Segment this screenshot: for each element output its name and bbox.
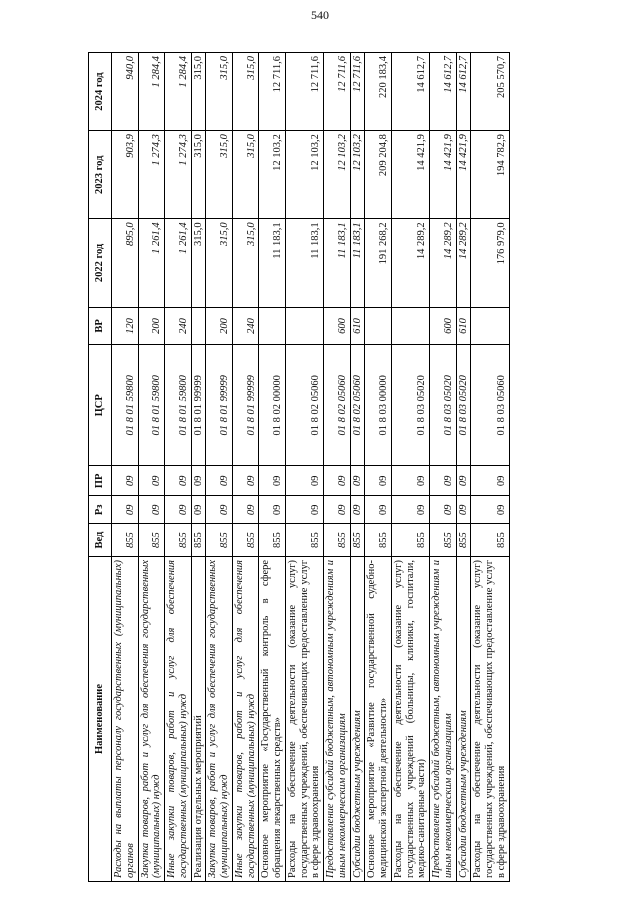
row-ved-cell: 855 (456, 524, 471, 557)
row-2022-cell: 11 183,1 (285, 219, 323, 307)
row-pr-cell: 09 (430, 466, 457, 496)
row-2022-cell: 14 289,2 (391, 219, 429, 307)
row-vr-cell (391, 307, 429, 345)
table-row (324, 53, 351, 882)
table-container (88, 52, 558, 882)
row-csr-cell: 01 8 03 05060 (471, 345, 509, 466)
row-2023-cell: 315,0 (206, 131, 233, 219)
row-2022-cell: 315,0 (191, 219, 206, 307)
row-2022-cell: 11 183,1 (259, 219, 286, 307)
row-pr-cell: 09 (365, 466, 392, 496)
row-rz-cell: 09 (232, 496, 259, 524)
row-2024-cell: 12 711,6 (285, 53, 323, 131)
row-vr-cell (191, 307, 206, 345)
row-pr-cell: 09 (324, 466, 351, 496)
row-ved-cell: 855 (138, 524, 165, 557)
row-2024-cell: 220 183,4 (365, 53, 392, 131)
row-name-cell: Предоставление субсидий бюджетным, автономным учреждениям и иным некоммерческим организациям (430, 556, 457, 881)
table-row (165, 53, 192, 882)
row-2024-cell: 14 612,7 (456, 53, 471, 131)
row-vr-cell: 200 (206, 307, 233, 345)
row-name-cell: Расходы на выплаты персоналу государственных (муниципальных) органов (112, 556, 139, 881)
row-2024-cell: 940,0 (112, 53, 139, 131)
row-2023-cell: 12 103,2 (350, 131, 365, 219)
row-csr-cell: 01 8 01 99999 (206, 345, 233, 466)
header-row (89, 53, 112, 882)
row-rz-cell: 09 (259, 496, 286, 524)
table-row (191, 53, 206, 882)
row-rz-cell: 09 (206, 496, 233, 524)
row-csr-cell: 01 8 02 05060 (350, 345, 365, 466)
row-rz-cell: 09 (430, 496, 457, 524)
row-vr-cell: 610 (456, 307, 471, 345)
table-row (350, 53, 365, 882)
row-2023-cell: 14 421,9 (430, 131, 457, 219)
row-ved-cell: 855 (112, 524, 139, 557)
row-name-cell: Реализация отдельных мероприятий (191, 556, 206, 881)
row-csr-cell: 01 8 01 59800 (165, 345, 192, 466)
row-vr-cell: 240 (232, 307, 259, 345)
row-name-cell: Предоставление субсидий бюджетным, автономным учреждениям и иным некоммерческим организациям (324, 556, 351, 881)
row-rz-cell: 09 (350, 496, 365, 524)
row-2023-cell: 14 421,9 (391, 131, 429, 219)
row-2023-cell: 14 421,9 (456, 131, 471, 219)
row-2022-cell: 1 261,4 (138, 219, 165, 307)
row-2022-cell: 14 289,2 (430, 219, 457, 307)
row-pr-cell: 09 (191, 466, 206, 496)
row-2024-cell: 12 711,6 (350, 53, 365, 131)
row-vr-cell: 610 (350, 307, 365, 345)
row-2022-cell: 11 183,1 (350, 219, 365, 307)
row-pr-cell: 09 (391, 466, 429, 496)
row-vr-cell (259, 307, 286, 345)
row-vr-cell: 600 (430, 307, 457, 345)
row-pr-cell: 09 (206, 466, 233, 496)
row-ved-cell: 855 (471, 524, 509, 557)
row-vr-cell (471, 307, 509, 345)
row-rz-cell: 09 (456, 496, 471, 524)
row-name-cell: Субсидии бюджетным учреждениям (350, 556, 365, 881)
row-2024-cell: 1 284,4 (165, 53, 192, 131)
row-2023-cell: 1 274,3 (138, 131, 165, 219)
row-name-cell: Субсидии бюджетным учреждениям (456, 556, 471, 881)
table-row (206, 53, 233, 882)
row-pr-cell: 09 (285, 466, 323, 496)
row-pr-cell: 09 (350, 466, 365, 496)
row-name-cell: Расходы на обеспечение деятельности (оказание услуг) государственных учреждений, обеспечивающих предоставление услуг в сфере здравоохранения (285, 556, 323, 881)
row-csr-cell: 01 8 01 99999 (191, 345, 206, 466)
header-rz: Рз (89, 496, 112, 524)
row-2023-cell: 209 204,8 (365, 131, 392, 219)
header-ved: Вед (89, 524, 112, 557)
row-rz-cell: 09 (324, 496, 351, 524)
row-name-cell: Иные закупки товаров, работ и услуг для обеспечения государственных (муниципальных) нужд (165, 556, 192, 881)
row-2022-cell: 14 289,2 (456, 219, 471, 307)
header-csr: ЦСР (89, 345, 112, 466)
row-name-cell: Основное мероприятие «Развитие государственной судебно-медицинской экспертной деятельности» (365, 556, 392, 881)
row-pr-cell: 09 (112, 466, 139, 496)
row-csr-cell: 01 8 03 05020 (456, 345, 471, 466)
row-name-cell: Закупка товаров, работ и услуг для обеспечения государственных (муниципальных) нужд (206, 556, 233, 881)
row-rz-cell: 09 (112, 496, 139, 524)
row-2023-cell: 1 274,3 (165, 131, 192, 219)
row-2024-cell: 315,0 (232, 53, 259, 131)
row-ved-cell: 855 (391, 524, 429, 557)
row-2024-cell: 205 570,7 (471, 53, 509, 131)
row-vr-cell (365, 307, 392, 345)
header-name: Наименование (89, 556, 112, 881)
row-pr-cell: 09 (165, 466, 192, 496)
table-row (138, 53, 165, 882)
row-pr-cell: 09 (138, 466, 165, 496)
table-body (112, 53, 510, 882)
rotated-table-frame (88, 52, 558, 882)
row-ved-cell: 855 (232, 524, 259, 557)
row-pr-cell: 09 (259, 466, 286, 496)
row-name-cell: Иные закупки товаров, работ и услуг для обеспечения государственных (муниципальных) нужд (232, 556, 259, 881)
row-2024-cell: 14 612,7 (391, 53, 429, 131)
row-2024-cell: 315,0 (191, 53, 206, 131)
row-csr-cell: 01 8 03 05020 (430, 345, 457, 466)
row-rz-cell: 09 (191, 496, 206, 524)
row-name-cell: Закупка товаров, работ и услуг для обеспечения государственных (муниципальных) нужд (138, 556, 165, 881)
row-ved-cell: 855 (350, 524, 365, 557)
row-pr-cell: 09 (471, 466, 509, 496)
row-2023-cell: 12 103,2 (259, 131, 286, 219)
row-2023-cell: 903,9 (112, 131, 139, 219)
table-row (391, 53, 429, 882)
row-ved-cell: 855 (206, 524, 233, 557)
row-vr-cell: 120 (112, 307, 139, 345)
row-ved-cell: 855 (324, 524, 351, 557)
row-2023-cell: 12 103,2 (324, 131, 351, 219)
row-vr-cell: 200 (138, 307, 165, 345)
row-2023-cell: 194 782,9 (471, 131, 509, 219)
row-ved-cell: 855 (430, 524, 457, 557)
header-2022: 2022 год (89, 219, 112, 307)
row-csr-cell: 01 8 03 00000 (365, 345, 392, 466)
row-ved-cell: 855 (285, 524, 323, 557)
row-vr-cell (285, 307, 323, 345)
row-ved-cell: 855 (259, 524, 286, 557)
row-rz-cell: 09 (138, 496, 165, 524)
row-2022-cell: 895,0 (112, 219, 139, 307)
row-rz-cell: 09 (391, 496, 429, 524)
header-2024: 2024 год (89, 53, 112, 131)
table-row (430, 53, 457, 882)
row-name-cell: Расходы на обеспечение деятельности (оказание услуг) государственных учреждений, обеспечивающих предоставление услуг в сфере здравоохранения (471, 556, 509, 881)
table-row (285, 53, 323, 882)
row-vr-cell: 240 (165, 307, 192, 345)
row-rz-cell: 09 (165, 496, 192, 524)
row-csr-cell: 01 8 03 05020 (391, 345, 429, 466)
row-pr-cell: 09 (232, 466, 259, 496)
page-number: 540 (311, 8, 329, 22)
row-rz-cell: 09 (365, 496, 392, 524)
row-rz-cell: 09 (471, 496, 509, 524)
row-name-cell: Расходы на обеспечение деятельности (оказание услуг) государственных учреждений (больницы, клиники, госпитали, медико-санитарные части) (391, 556, 429, 881)
header-pr: ПР (89, 466, 112, 496)
row-2022-cell: 315,0 (206, 219, 233, 307)
row-2022-cell: 11 183,1 (324, 219, 351, 307)
row-2024-cell: 14 612,7 (430, 53, 457, 131)
table-row (471, 53, 509, 882)
row-csr-cell: 01 8 01 59800 (112, 345, 139, 466)
row-vr-cell: 600 (324, 307, 351, 345)
row-csr-cell: 01 8 02 05060 (324, 345, 351, 466)
row-2024-cell: 1 284,4 (138, 53, 165, 131)
table-row (456, 53, 471, 882)
row-2022-cell: 191 268,2 (365, 219, 392, 307)
row-csr-cell: 01 8 01 99999 (232, 345, 259, 466)
row-ved-cell: 855 (191, 524, 206, 557)
budget-table (88, 52, 510, 882)
row-name-cell: Основное мероприятие «Государственный контроль в сфере обращения лекарственных средств» (259, 556, 286, 881)
row-ved-cell: 855 (365, 524, 392, 557)
table-row (112, 53, 139, 882)
row-pr-cell: 09 (456, 466, 471, 496)
row-rz-cell: 09 (285, 496, 323, 524)
header-vr: ВР (89, 307, 112, 345)
row-2023-cell: 315,0 (232, 131, 259, 219)
row-2024-cell: 12 711,6 (324, 53, 351, 131)
row-2022-cell: 315,0 (232, 219, 259, 307)
row-2023-cell: 315,0 (191, 131, 206, 219)
header-2023: 2023 год (89, 131, 112, 219)
row-2024-cell: 315,0 (206, 53, 233, 131)
row-2022-cell: 176 979,0 (471, 219, 509, 307)
row-ved-cell: 855 (165, 524, 192, 557)
row-2022-cell: 1 261,4 (165, 219, 192, 307)
row-csr-cell: 01 8 02 00000 (259, 345, 286, 466)
table-row (365, 53, 392, 882)
table-row (259, 53, 286, 882)
row-2023-cell: 12 103,2 (285, 131, 323, 219)
row-csr-cell: 01 8 02 05060 (285, 345, 323, 466)
row-csr-cell: 01 8 01 59800 (138, 345, 165, 466)
table-row (232, 53, 259, 882)
row-2024-cell: 12 711,6 (259, 53, 286, 131)
